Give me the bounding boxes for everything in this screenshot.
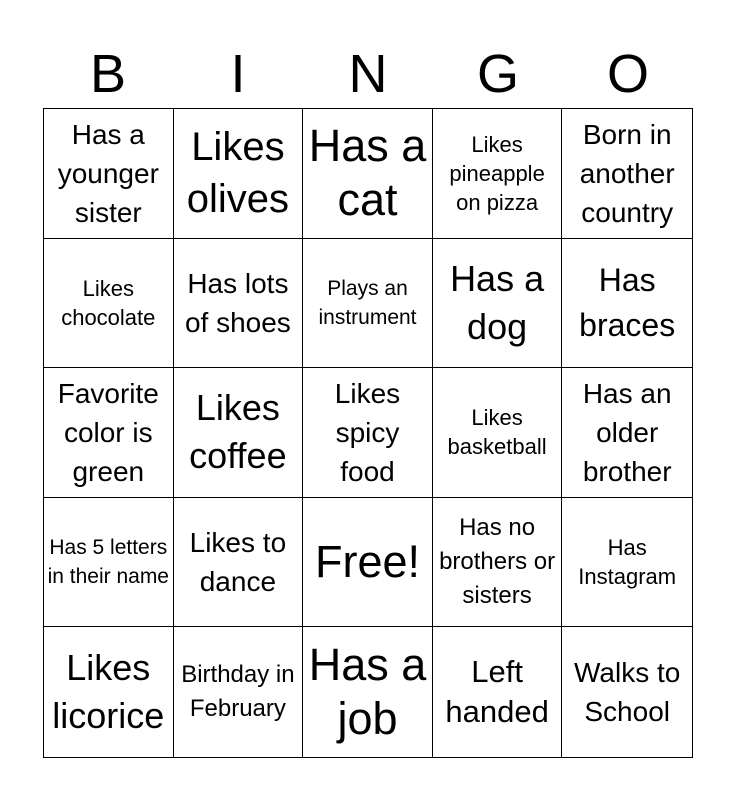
header-letter-g: G — [476, 44, 519, 104]
cell-label: Likes olives — [186, 125, 290, 222]
cell-label: Favorite color is green — [57, 377, 159, 487]
bingo-board — [43, 108, 693, 758]
cell-label: Likes basketball — [447, 405, 547, 460]
header-letter-o: O — [606, 44, 649, 104]
cell-label: Has a cat — [308, 120, 427, 226]
cell-label: Has an older brother — [582, 377, 672, 487]
cell-label: Likes spicy food — [334, 377, 401, 487]
bingo-cell-5-3[interactable] — [303, 627, 433, 757]
bingo-cell-1-5[interactable] — [562, 109, 692, 239]
bingo-cell-1-4[interactable] — [433, 109, 563, 239]
bingo-cell-1-2[interactable] — [174, 109, 304, 239]
bingo-cell-3-5[interactable] — [562, 368, 692, 498]
cell-label: Has a job — [308, 639, 427, 745]
bingo-header — [43, 40, 693, 108]
cell-label: Likes licorice — [52, 647, 165, 737]
cell-label: Likes pineapple on pizza — [449, 131, 545, 215]
bingo-cell-2-4[interactable] — [433, 239, 563, 369]
bingo-cell-4-3-free[interactable] — [303, 498, 433, 628]
header-letter-i: I — [230, 44, 246, 104]
bingo-cell-5-1[interactable] — [44, 627, 174, 757]
cell-label: Left handed — [445, 654, 549, 730]
bingo-cell-1-1[interactable] — [44, 109, 174, 239]
bingo-cell-1-3[interactable] — [303, 109, 433, 239]
bingo-cell-3-1[interactable] — [44, 368, 174, 498]
cell-label: Has no brothers or sisters — [439, 514, 556, 610]
bingo-cell-5-5[interactable] — [562, 627, 692, 757]
bingo-cell-2-5[interactable] — [562, 239, 692, 369]
bingo-cell-4-1[interactable] — [44, 498, 174, 628]
bingo-cell-4-4[interactable] — [433, 498, 563, 628]
header-letter-b: B — [89, 44, 127, 104]
cell-label: Birthday in February — [181, 661, 295, 723]
bingo-cell-2-2[interactable] — [174, 239, 304, 369]
bingo-cell-4-2[interactable] — [174, 498, 304, 628]
cell-label: Free! — [314, 536, 420, 588]
cell-label: Has a dog — [450, 257, 545, 347]
cell-label: Walks to School — [574, 657, 681, 728]
bingo-cell-3-3[interactable] — [303, 368, 433, 498]
cell-label: Has Instagram — [578, 535, 677, 590]
cell-label: Born in another country — [579, 118, 675, 228]
bingo-cell-2-3[interactable] — [303, 239, 433, 369]
bingo-cell-4-5[interactable] — [562, 498, 692, 628]
header-letter-n: N — [348, 44, 388, 104]
bingo-cell-3-2[interactable] — [174, 368, 304, 498]
cell-label: Likes coffee — [189, 387, 287, 477]
cell-label: Has 5 letters in their name — [47, 536, 169, 589]
cell-label: Likes to dance — [189, 527, 287, 598]
cell-label: Has a younger sister — [57, 118, 159, 228]
bingo-cell-5-4[interactable] — [433, 627, 563, 757]
cell-label: Has braces — [579, 261, 676, 343]
cell-label: Likes chocolate — [61, 275, 156, 330]
bingo-cell-3-4[interactable] — [433, 368, 563, 498]
cell-label: Has lots of shoes — [184, 267, 291, 338]
bingo-cell-5-2[interactable] — [174, 627, 304, 757]
bingo-cell-2-1[interactable] — [44, 239, 174, 369]
cell-label: Plays an instrument — [318, 276, 417, 329]
